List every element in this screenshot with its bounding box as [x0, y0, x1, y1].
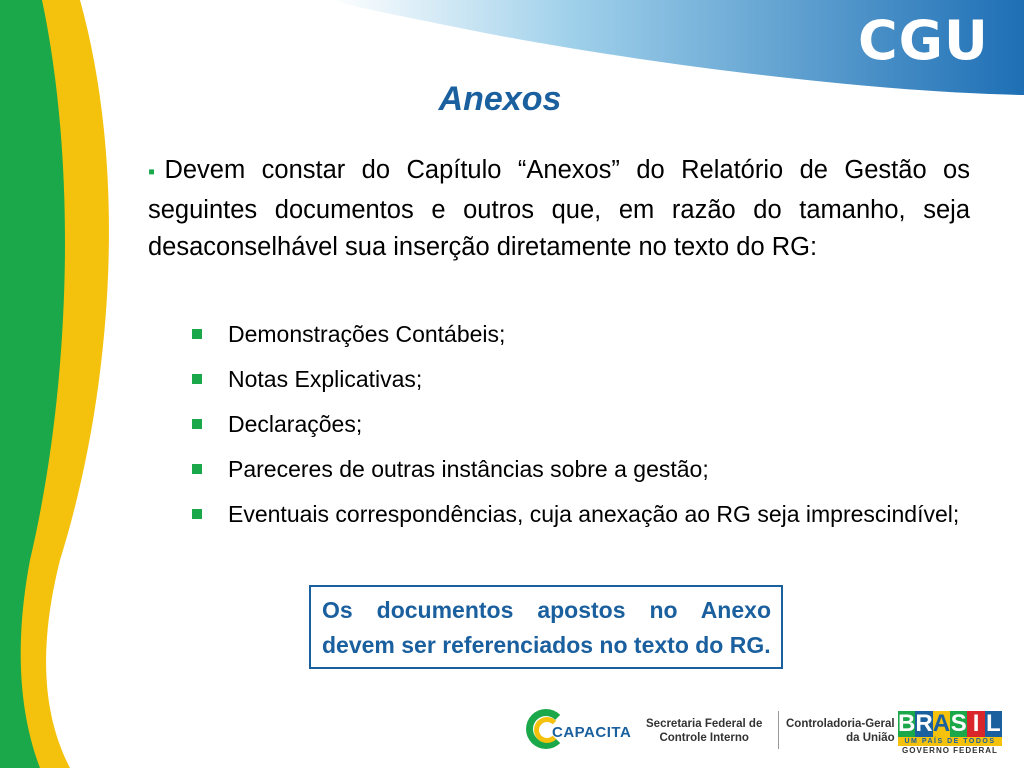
capacita-wordmark: CAPACITA: [552, 724, 632, 741]
brasil-letter: L: [986, 710, 1001, 737]
square-bullet-icon: ▪: [148, 161, 165, 183]
footer-logos: [520, 703, 1020, 763]
brasil-tagline: UM PAÍS DE TODOS: [898, 737, 1002, 746]
brasil-letter: R: [915, 710, 933, 737]
secretaria-line-1: Secretaria Federal de: [646, 718, 763, 730]
brasil-letter: I: [967, 711, 984, 737]
intro-text: Devem constar do Capítulo “Anexos” do Relatório de Gestão os seguintes documentos e outros que, em razão do tamanho, seja desaconselhável sua inserção diretamente no texto do RG:: [148, 156, 970, 261]
list-item: [192, 318, 970, 350]
intro-paragraph: [148, 152, 970, 267]
controladoria-logo: [786, 717, 895, 745]
controladoria-line-1: Controladoria-Geral: [786, 718, 895, 730]
square-bullet-icon: [192, 374, 202, 384]
capacita-logo: [526, 707, 636, 757]
list-item: [192, 498, 970, 530]
brasil-letters: [898, 711, 1002, 737]
brasil-letter: S: [950, 710, 967, 737]
square-bullet-icon: [192, 509, 202, 519]
list-item-text: Demonstrações Contábeis;: [228, 321, 506, 347]
cgu-logo: CGU: [858, 9, 989, 72]
list-item: [192, 453, 970, 485]
list-item: [192, 363, 970, 395]
brasil-letter: B: [898, 710, 916, 737]
governo-federal-label: GOVERNO FEDERAL: [902, 746, 998, 755]
brasil-letter: A: [932, 710, 951, 737]
list-item-text: Eventuais correspondências, cuja anexação ao RG seja imprescindível;: [228, 501, 960, 527]
square-bullet-icon: [192, 419, 202, 429]
list-item-text: Pareceres de outras instâncias sobre a gestão;: [228, 456, 709, 482]
footer-divider: [778, 711, 779, 749]
secretaria-line-2: Controle Interno: [659, 732, 749, 744]
brasil-governo-federal-logo: [898, 711, 1002, 757]
annex-list: [192, 318, 970, 543]
square-bullet-icon: [192, 329, 202, 339]
note-box: Os documentos apostos no Anexo devem ser referenciados no texto do RG.: [309, 585, 783, 669]
list-item: [192, 408, 970, 440]
list-item-text: Notas Explicativas;: [228, 366, 423, 392]
list-item-text: Declarações;: [228, 411, 363, 437]
secretaria-logo: [646, 717, 762, 745]
square-bullet-icon: [192, 464, 202, 474]
controladoria-line-2: da União: [846, 732, 895, 744]
slide-title: Anexos: [438, 80, 562, 118]
